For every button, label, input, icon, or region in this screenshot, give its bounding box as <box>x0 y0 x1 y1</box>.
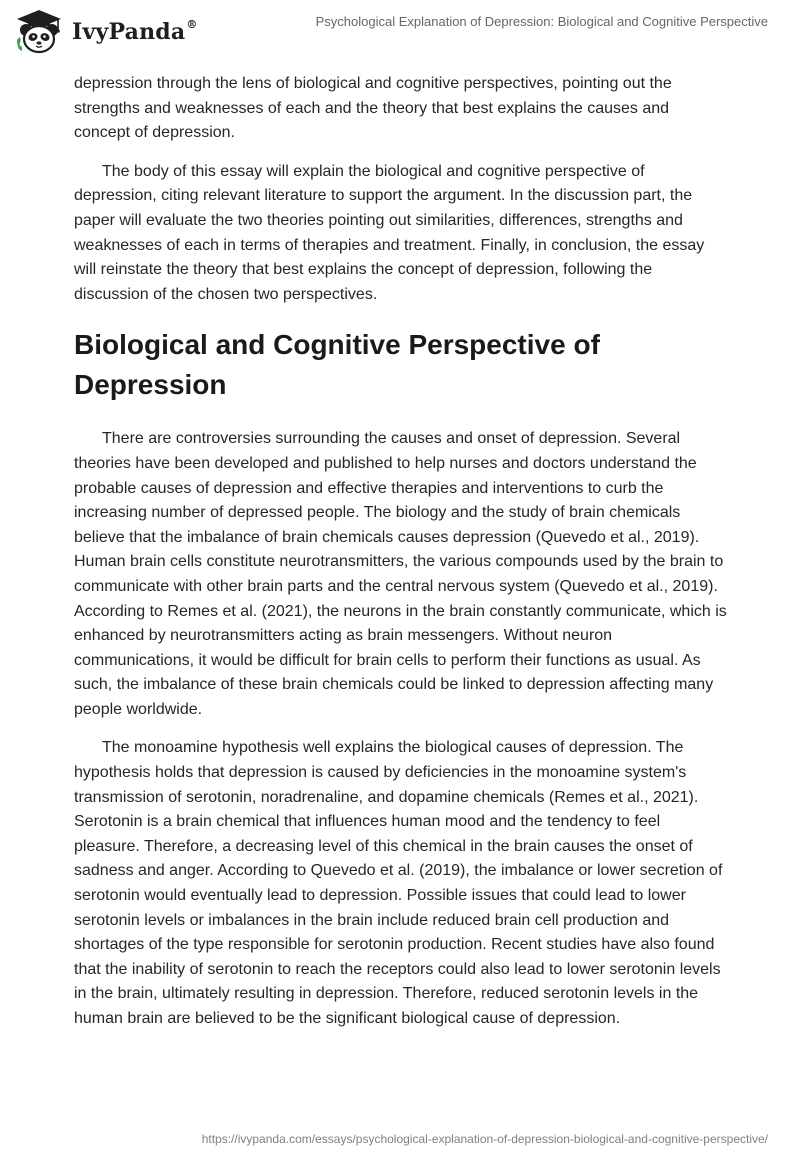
page-header <box>0 0 800 60</box>
section-heading: Biological and Cognitive Perspective of Depression <box>74 329 600 401</box>
paragraph-brain-chemicals: There are controversies surrounding the causes and onset of depression. Several theories have been developed and published to help nurses and doctors understand the probable causes of depression and effective therapies and interventions to curb the increasing number of depressed people. The biology and the study of brain chemicals believe that the imbalance of brain chemicals causes depression (Quevedo et al., 2019). Human brain cells constitute neurotransmitters, the various compounds used by the brain to communicate with other brain parts and the central nervous system (Quevedo et al., 2019). According to Remes et al. (2021), the neurons in the brain constantly communicate, which is enhanced by neurotransmitters acting as brain messengers. Without neuron communications, it would be difficult for brain cells to perform their functions as usual. As such, the imbalance of these brain chemicals could be linked to depression affecting many people worldwide. <box>74 430 727 718</box>
paragraph-essay-outline: The body of this essay will explain the biological and cognitive perspective of depression, citing relevant literature to support the argument. In the discussion part, the paper will evaluate the two theories pointing out similarities, differences, strengths and weaknesses of each in terms of therapies and treatment. Finally, in conclusion, the essay will reinstate the theory that best explains the concept of depression, following the discussion of the chosen two perspectives. <box>74 162 705 303</box>
paragraph-monoamine-hypothesis: The monoamine hypothesis well explains the biological causes of depression. The hypothesis holds that depression is caused by deficiencies in the monoamine system's transmission of serotonin, noradrenaline, and dopamine chemicals (Remes et al., 2021). Serotonin is a brain chemical that influences human mood and the tendency to feel pleasure. Therefore, a decreasing level of this chemical in the brain causes the onset of sadness and anger. According to Quevedo et al. (2019), the imbalance or lower secretion of serotonin would eventually lead to depression. Possible issues that could lead to lower serotonin levels or imbalances in the brain include reduced brain cell production and shortages of the type responsible for serotonin production. Recent studies have also found that the inability of serotonin to reach the receptors could also lead to lower serotonin levels in the brain, ultimately resulting in depression. Therefore, reduced serotonin levels in the human brain are believed to be the significant biological cause of depression. <box>74 739 723 1027</box>
brand-logo[interactable] <box>14 8 198 54</box>
source-url[interactable]: https://ivypanda.com/essays/psychological-explanation-of-depression-biological-and-cognitive-perspective/ <box>201 1132 768 1146</box>
brand-name: IvyPanda® <box>72 17 198 45</box>
paragraph-intro-continued: depression through the lens of biological and cognitive perspectives, pointing out the strengths and weaknesses of each and the theory that best explains the causes and concept of depression. <box>74 75 672 142</box>
essay-content <box>74 72 728 1046</box>
document-title: Psychological Explanation of Depression: Biological and Cognitive Perspective <box>315 14 768 29</box>
panda-graduate-icon <box>14 8 64 54</box>
